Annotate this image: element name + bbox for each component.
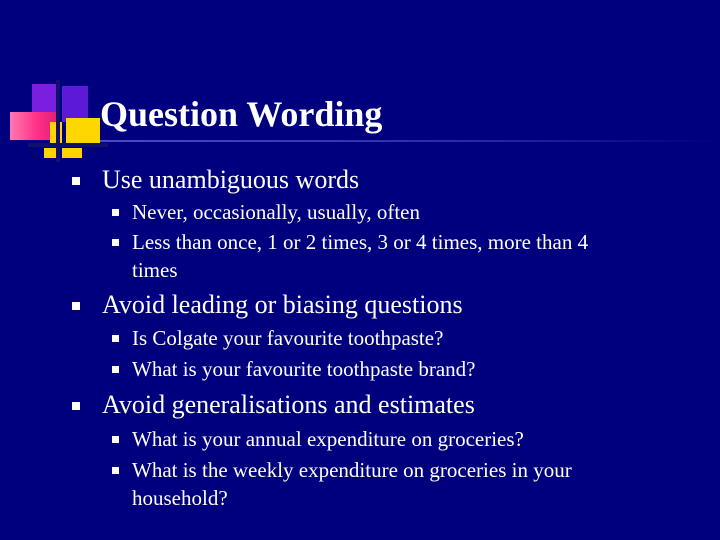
- decorative-line: [56, 80, 60, 162]
- bullet-square-icon: [72, 302, 80, 310]
- sub-bullet-text: What is your annual expenditure on groceries?: [132, 427, 524, 451]
- sub-bullet-text-continued: times: [132, 258, 178, 282]
- slide-title: Question Wording: [100, 94, 383, 134]
- bullet-text: Use unambiguous words: [102, 165, 360, 194]
- bullet-square-icon: [72, 402, 80, 410]
- sub-bullet-text: Never, occasionally, usually, often: [132, 200, 421, 224]
- bullet-square-icon: [112, 239, 119, 246]
- bullet-square-icon: [112, 436, 119, 443]
- sub-bullet-text: Is Colgate your favourite toothpaste?: [132, 326, 444, 350]
- bullet-square-icon: [112, 335, 119, 342]
- title-underline: [100, 140, 720, 142]
- bullet-square-icon: [112, 366, 119, 373]
- sub-bullet-text: Less than once, 1 or 2 times, 3 or 4 times, more than 4: [132, 230, 589, 254]
- sub-bullet-text: What is the weekly expenditure on groceries in your: [132, 458, 572, 482]
- decorative-line: [28, 143, 108, 147]
- decorative-block: [44, 148, 56, 158]
- sub-bullet-text: What is your favourite toothpaste brand?: [132, 357, 476, 381]
- bullet-text: Avoid generalisations and estimates: [102, 390, 475, 419]
- bullet-square-icon: [112, 467, 119, 474]
- decorative-block: [66, 118, 100, 146]
- sub-bullet-text-continued: household?: [132, 486, 228, 510]
- bullet-square-icon: [112, 209, 119, 216]
- decorative-block: [62, 86, 88, 122]
- bullet-text: Avoid leading or biasing questions: [102, 290, 463, 319]
- bullet-square-icon: [72, 177, 80, 185]
- decorative-block: [62, 148, 82, 158]
